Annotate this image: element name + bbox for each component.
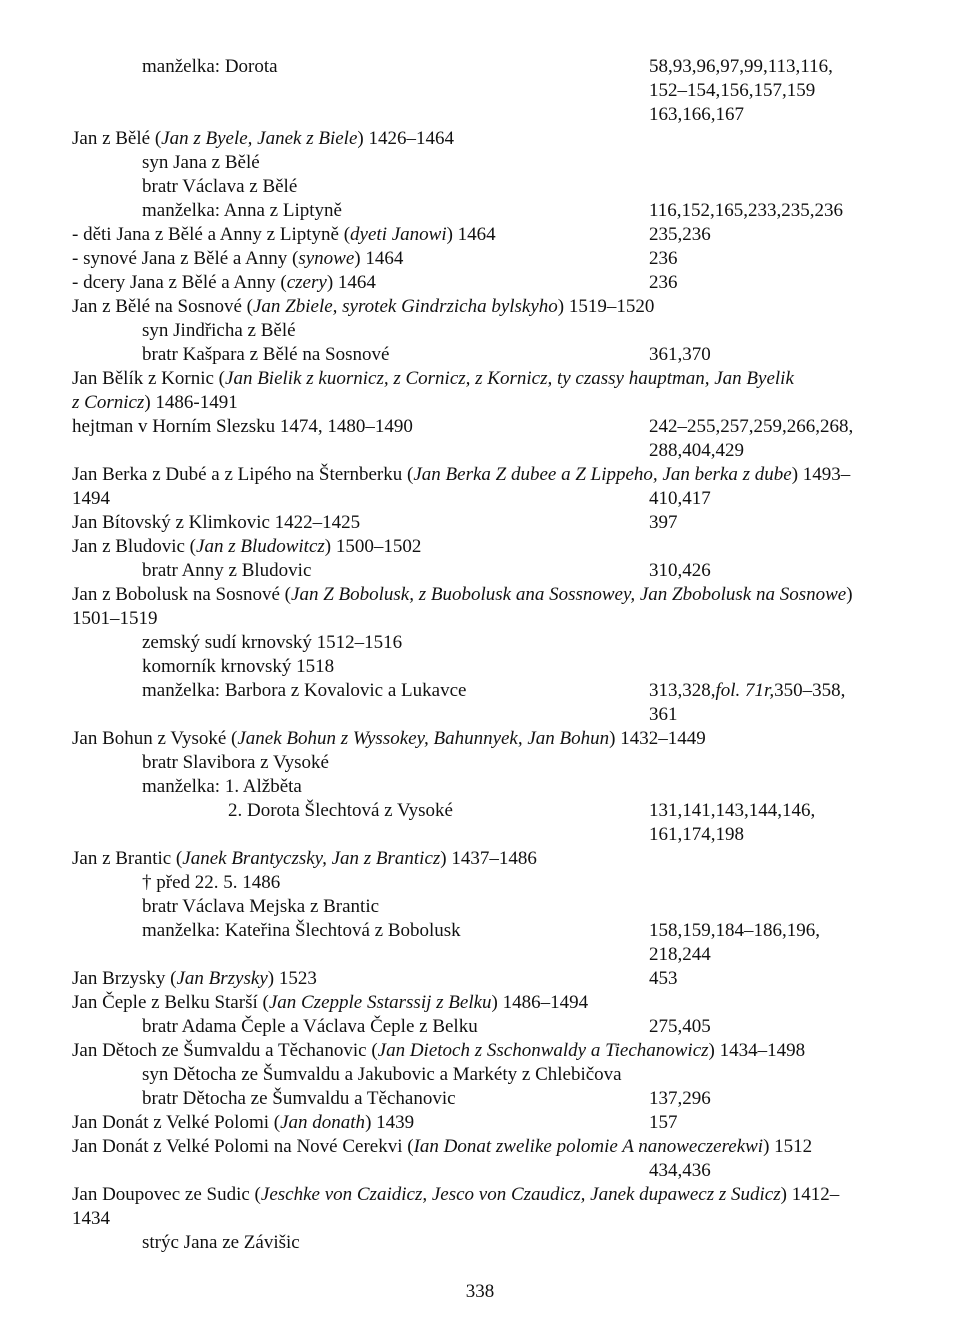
page-references: 158,159,184–186,196, (649, 920, 820, 941)
entry-line: manželka: 1. Alžběta (142, 776, 302, 797)
entry-line: 2. Dorota Šlechtová z Vysoké (228, 800, 453, 821)
entry-line: bratr Adama Čeple a Václava Čeple z Belku (142, 1016, 478, 1037)
entry-line: manželka: Barbora z Kovalovic a Lukavce (142, 680, 467, 701)
entry-line: Jan Dětoch ze Šumvaldu a Těchanovic (Jan Dietoch z Sschonwaldy a Tiechanowicz) 1434–1498 (72, 1040, 806, 1061)
entry-line: Jan z Bělé na Sosnové (Jan Zbiele, syrotek Gindrzicha bylskyho) 1519–1520 (72, 296, 655, 317)
page-references: 410,417 (649, 488, 711, 509)
entry-line: Jan z Brantic (Janek Brantyczsky, Jan z Branticz) 1437–1486 (72, 848, 537, 869)
page-references: 157 (649, 1112, 678, 1133)
page-references: 131,141,143,144,146, (649, 800, 816, 821)
page-references: 313,328,fol. 71r,350–358, (649, 680, 846, 701)
page-references: 434,436 (649, 1160, 711, 1181)
entry-line: bratr Dětocha ze Šumvaldu a Těchanovic (142, 1088, 456, 1109)
entry-line: - synové Jana z Bělé a Anny (synowe) 1464 (72, 248, 404, 269)
page-references: 58,93,96,97,99,113,116, (649, 56, 833, 77)
entry-line: bratr Slavibora z Vysoké (142, 752, 329, 773)
entry-line: syn Dětocha ze Šumvaldu a Jakubovic a Markéty z Chlebičova (142, 1064, 622, 1085)
entry-line: Jan z Bělé (Jan z Byele, Janek z Biele) 1426–1464 (72, 128, 454, 149)
entry-line: syn Jindřicha z Bělé (142, 320, 296, 341)
entry-line: hejtman v Horním Slezsku 1474, 1480–1490 (72, 416, 413, 437)
page-references: 288,404,429 (649, 440, 744, 461)
entry-line: Jan Brzysky (Jan Brzysky) 1523 (72, 968, 317, 989)
entry-line: strýc Jana ze Závišic (142, 1232, 300, 1253)
page-references: 236 (649, 272, 678, 293)
page-references: 137,296 (649, 1088, 711, 1109)
entry-line: Jan Doupovec ze Sudic (Jeschke von Czaidicz, Jesco von Czaudicz, Janek dupawecz z Sudicz) 1412– (72, 1184, 840, 1205)
entry-line: bratr Kašpara z Bělé na Sosnové (142, 344, 390, 365)
page-references: 236 (649, 248, 678, 269)
page-references: 397 (649, 512, 678, 533)
entry-line: Jan Donát z Velké Polomi na Nové Cerekvi (Ian Donat zwelike polomie A nanoweczerekwi) 1512 (72, 1136, 813, 1157)
entry-line: 1501–1519 (72, 608, 158, 629)
entry-line: Jan z Bludovic (Jan z Bludowitcz) 1500–1502 (72, 536, 422, 557)
entry-line: Jan Bohun z Vysoké (Janek Bohun z Wyssokey, Bahunnyek, Jan Bohun) 1432–1449 (72, 728, 706, 749)
page-references: 116,152,165,233,235,236 (649, 200, 844, 221)
entry-line: Jan Čeple z Belku Starší (Jan Czepple Sstarssij z Belku) 1486–1494 (72, 992, 589, 1013)
page-references: 161,174,198 (649, 824, 744, 845)
page-references: 361 (649, 704, 678, 725)
entry-line: zemský sudí krnovský 1512–1516 (142, 632, 403, 653)
entry-line: † před 22. 5. 1486 (142, 872, 281, 893)
entry-line: bratr Václava z Bělé (142, 176, 298, 197)
page-references: 163,166,167 (649, 104, 744, 125)
page-references: 242–255,257,259,266,268, (649, 416, 854, 437)
page-references: 310,426 (649, 560, 711, 581)
entry-line: Jan z Bobolusk na Sosnové (Jan Z Bobolusk, z Buobolusk ana Sossnowey, Jan Zbobolusk na Sosnowe) (72, 584, 853, 605)
entry-line: - dcery Jana z Bělé a Anny (czery) 1464 (72, 272, 376, 293)
page-number: 338 (465, 1281, 495, 1302)
entry-line: Jan Donát z Velké Polomi (Jan donath) 1439 (72, 1112, 415, 1133)
entry-line: bratr Václava Mejska z Brantic (142, 896, 380, 917)
entry-line: 1494 (72, 488, 110, 509)
entry-line: bratr Anny z Bludovic (142, 560, 312, 581)
entry-line: manželka: Dorota (142, 56, 278, 77)
entry-line: 1434 (72, 1208, 110, 1229)
entry-line: manželka: Anna z Liptyně (142, 200, 342, 221)
entry-line: Jan Bítovský z Klimkovic 1422–1425 (72, 512, 361, 533)
entry-line: manželka: Kateřina Šlechtová z Bobolusk (142, 920, 461, 941)
entry-line: Jan Bělík z Kornic (Jan Bielik z kuornicz, z Cornicz, z Kornicz, ty czassy hauptman, Jan Byelik (72, 368, 794, 389)
entry-line: z Cornicz) 1486-1491 (72, 392, 238, 413)
entry-line: - děti Jana z Bělé a Anny z Liptyně (dyeti Janowi) 1464 (72, 224, 496, 245)
entry-line: Jan Berka z Dubé a z Lipého na Šternberku (Jan Berka Z dubee a Z Lippeho, Jan berka z dube) 1493– (72, 464, 851, 485)
page-references: 152–154,156,157,159 (649, 80, 816, 101)
entry-line: syn Jana z Bělé (142, 152, 260, 173)
page-references: 235,236 (649, 224, 711, 245)
page-references: 275,405 (649, 1016, 711, 1037)
page-references: 218,244 (649, 944, 711, 965)
page-references: 453 (649, 968, 678, 989)
page-references: 361,370 (649, 344, 711, 365)
entry-line: komorník krnovský 1518 (142, 656, 335, 677)
